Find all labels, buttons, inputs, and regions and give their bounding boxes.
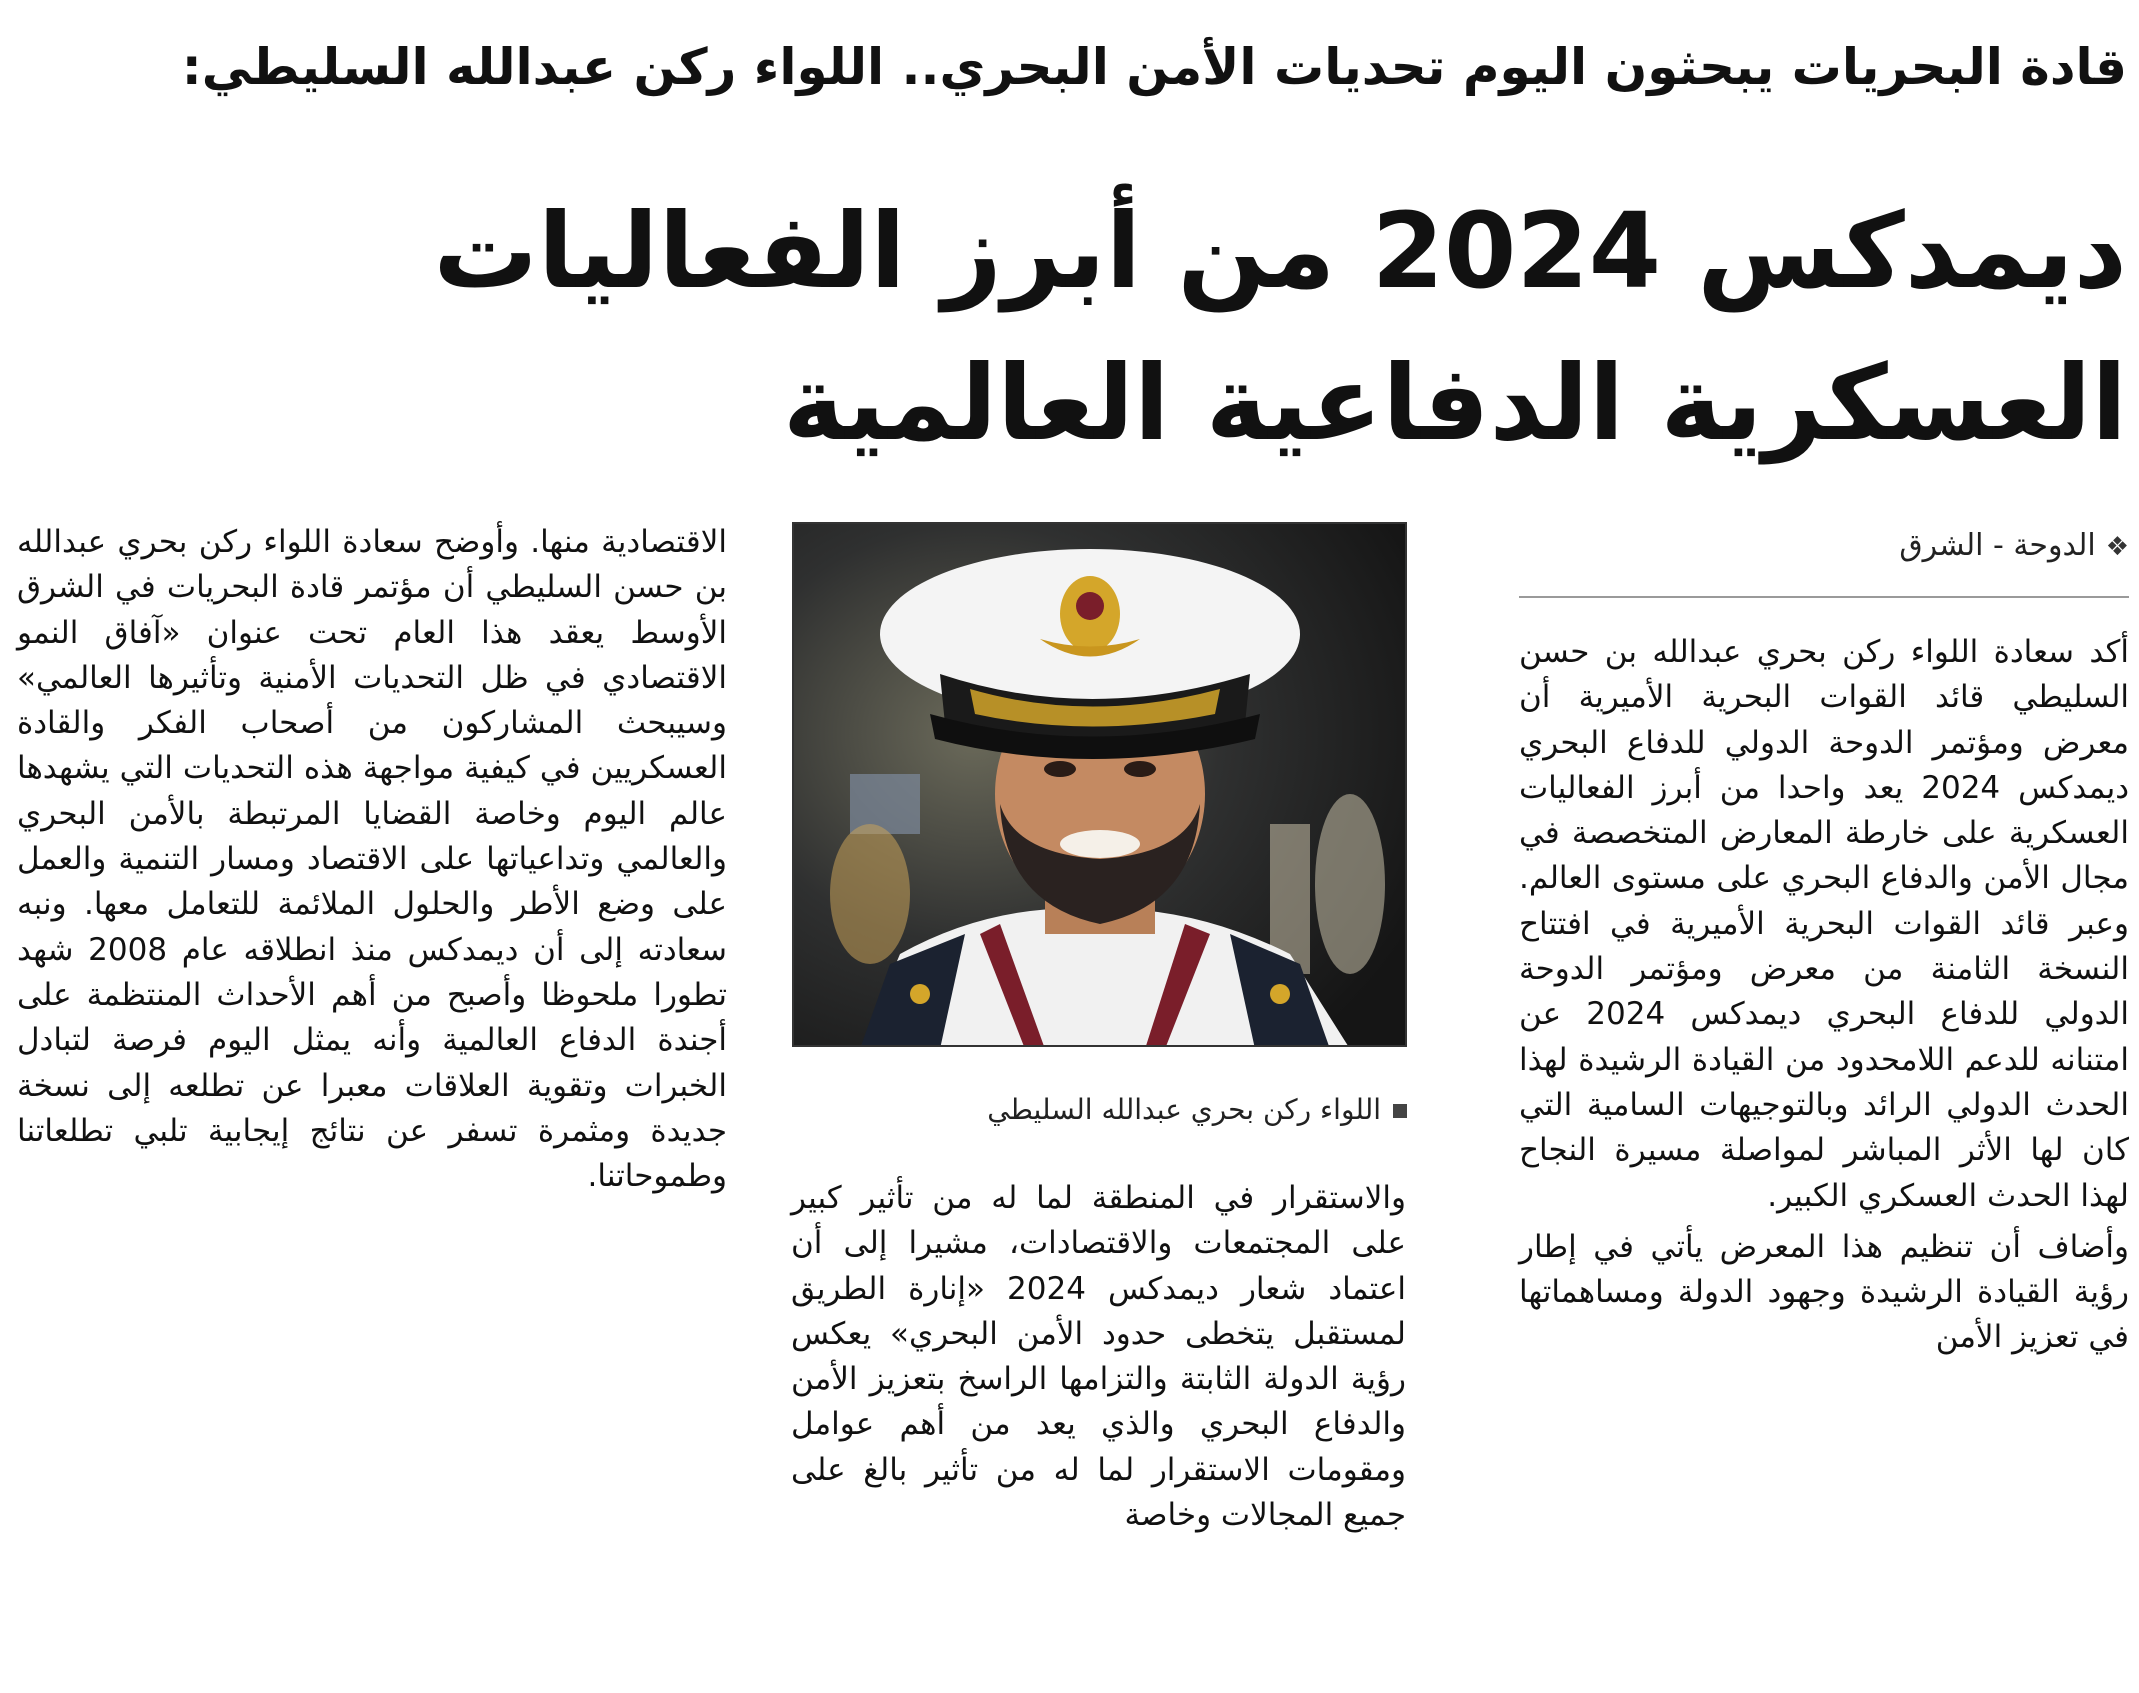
dateline xyxy=(1519,524,2129,568)
article-kicker: قادة البحريات يبحثون اليوم تحديات الأمن البحري.. اللواء ركن عبدالله السليطي: xyxy=(181,38,2127,96)
photo-caption xyxy=(792,1090,1407,1130)
headline-line-2: العسكرية الدفاعية العالمية xyxy=(782,342,2127,464)
paragraph: أكد سعادة اللواء ركن بحري عبدالله بن حسن السليطي قائد القوات البحرية الأميرية أن معرض ومؤتمر الدوحة الدولي للدفاع البحري ديمدكس 2024 يعد واحدا من أبرز الفعاليات العسكرية على خارطة المعارض المتخصصة في مجال الأمن والدفاع البحري على مستوى العالم. وعبر قائد القوات البحرية الأميرية في افتتاح النسخة الثامنة من معرض ومؤتمر الدوحة الدولي للدفاع البحري ديمدكس 2024 عن امتنانه للدعم اللامحدود من القيادة الرشيدة لهذا الحدث الدولي الرائد وبالتوجيهات السامية التي كان لها الأثر المباشر لمواصلة مسيرة النجاح لهذا الحدث العسكري الكبير. xyxy=(1519,634,2129,1214)
paragraph: والاستقرار في المنطقة لما له من تأثير كبير على المجتمعات والاقتصادات، مشيرا إلى أن اعتماد شعار ديمدكس 2024 «إنارة الطريق لمستقبل يتخطى حدود الأمن البحري» يعكس رؤية الدولة الثابتة والتزامها الراسخ بتعزيز الأمن والدفاع البحري والذي يعد من أهم عوامل ومقومات الاستقرار لما له من تأثير بالغ على جميع المجالات وخاصة xyxy=(791,1180,1406,1534)
caption-text: اللواء ركن بحري عبدالله السليطي xyxy=(987,1093,1381,1126)
column-right xyxy=(1519,630,2129,1367)
column-middle xyxy=(791,1176,1406,1544)
article-headline xyxy=(433,175,2127,479)
caption-square-icon xyxy=(1393,1104,1407,1118)
headline-line-1: ديمدكس 2024 من أبرز الفعاليات xyxy=(433,190,2127,312)
dateline-text: الدوحة - الشرق xyxy=(1899,528,2096,563)
portrait-photo xyxy=(792,522,1407,1047)
officer-portrait-illustration xyxy=(792,524,1405,1047)
paragraph: وأضاف أن تنظيم هذا المعرض يأتي في إطار رؤية القيادة الرشيدة وجهود الدولة ومساهماتها في تعزيز الأمن xyxy=(1519,1228,2129,1356)
column-left xyxy=(17,520,727,1205)
dateline-ornament-icon: ❖ xyxy=(2105,532,2129,562)
paragraph: الاقتصادية منها. وأوضح سعادة اللواء ركن بحري عبدالله بن حسن السليطي أن مؤتمر قادة البحريات في الشرق الأوسط يعقد هذا العام تحت عنوان «آفاق النمو الاقتصادي في ظل التحديات الأمنية وتأثيرها العالمي» وسيبحث المشاركون من أصحاب الفكر والقادة العسكريين في كيفية مواجهة هذه التحديات التي يشهدها عالم اليوم وخاصة القضايا المرتبطة بالأمن البحري والعالمي وتداعياتها على الاقتصاد ومسار التنمية والعمل على وضع الأطر والحلول الملائمة للتعامل معها. ونبه سعادته إلى أن ديمدكس منذ انطلاقه عام 2008 شهد تطورا ملحوظا وأصبح من أهم الأحداث المنتظمة على أجندة الدفاع العالمية وأنه يمثل اليوم فرصة لتبادل الخبرات وتقوية العلاقات معبرا عن تطلعه إلى نسخة جديدة ومثمرة تسفر عن نتائج إيجابية تلبي تطلعاتنا وطموحاتنا. xyxy=(17,524,728,1195)
dateline-divider xyxy=(1519,596,2129,598)
